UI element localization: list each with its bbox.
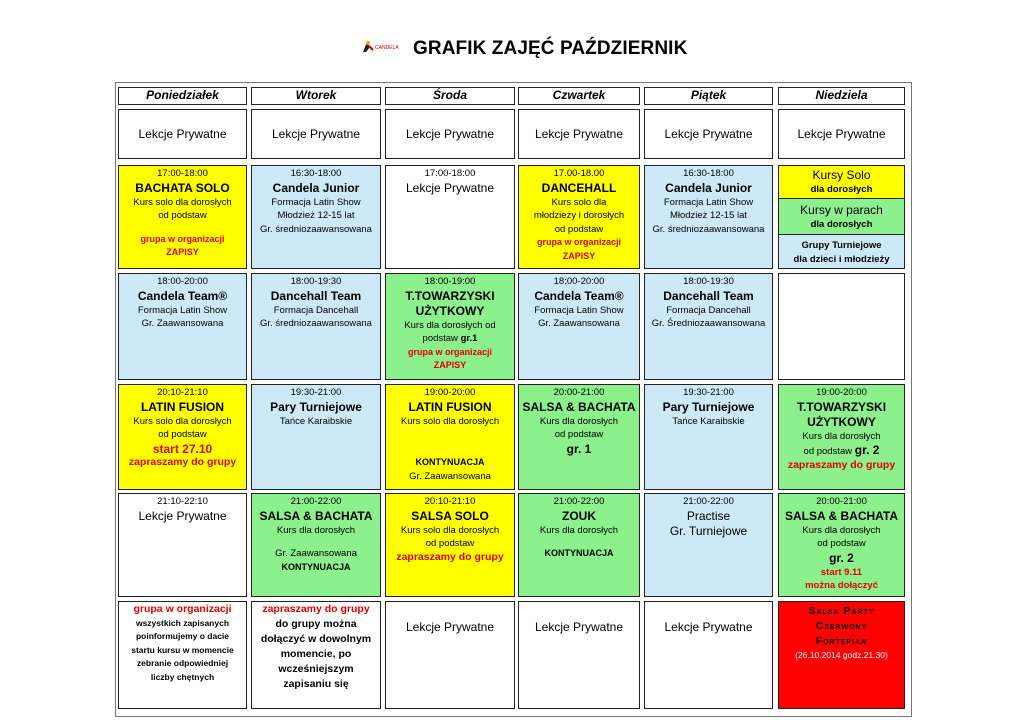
class-time: 17.00-18.00: [553, 168, 605, 179]
class-name: BACHATA SOLO: [135, 180, 230, 195]
class-desc: Formacja Latin Show: [137, 304, 228, 316]
day-header-wednesday: Środa: [385, 87, 515, 105]
class-name: UŻYTKOWY: [807, 414, 876, 429]
class-desc: Kurs solo dla: [551, 196, 607, 208]
candela-logo: [361, 40, 401, 54]
class-desc: Formacja Dancehall: [273, 304, 359, 316]
class-name: UŻYTKOWY: [415, 303, 485, 318]
event-date: (26.10.2014 godz.21.30): [795, 650, 888, 660]
class-note: grupa w organizacji: [140, 233, 225, 244]
class-name: SALSA & BACHATA: [522, 399, 636, 414]
class-note: grupa w organizacji: [536, 237, 621, 247]
class-cell-candela-junior: [251, 165, 381, 269]
course-type-sub: dla dorosłych: [810, 184, 873, 195]
class-desc: Kurs dla dorosłych od: [404, 319, 496, 331]
info-line: zapisaniu się: [283, 677, 349, 690]
class-name: Dancehall Team: [270, 288, 362, 303]
class-desc: Kurs solo dla dorosłych: [133, 196, 232, 208]
class-note: start 9.11: [820, 566, 863, 578]
class-time: 18:00-20:00: [157, 276, 208, 287]
class-name: Dancehall Team: [663, 288, 754, 303]
class-desc: Kurs solo dla dorosłych: [400, 524, 500, 536]
class-time: 19:00-20:00: [816, 387, 867, 398]
class-name: Candela Team®: [534, 288, 624, 303]
info-line: zebranie odpowiedniej: [136, 658, 229, 668]
cell-text: Lekcje Prywatne: [271, 127, 361, 141]
class-note: zapraszamy do grupy: [396, 550, 504, 563]
class-name: DANCEHALL: [541, 180, 617, 195]
class-cell-pary-turniejowe: [251, 384, 381, 490]
class-desc: Gr. Zaawansowana: [538, 318, 620, 329]
class-note: grupa w organizacji: [407, 346, 492, 357]
info-line: wszystkich zapisanych: [135, 617, 230, 628]
private-lessons-cell: [644, 109, 773, 159]
class-desc: Tańce Karaibskie: [672, 415, 745, 427]
class-time: 18:00-19:30: [290, 276, 342, 287]
class-status: KONTYNUACJA: [544, 548, 614, 558]
course-type-title: Kursy w parach: [800, 203, 883, 217]
class-name: Practise: [686, 508, 731, 523]
info-title: grupa w organizacji: [133, 603, 232, 615]
class-desc: Kurs dla dorosłych: [802, 524, 881, 536]
course-type-sub: dla dzieci i młodzieży: [793, 253, 890, 265]
class-cell-candela-team: [518, 273, 640, 380]
class-cell-towarzyski: [778, 384, 905, 490]
class-time: 20:10-21:10: [424, 496, 476, 507]
event-cell-salsa-party: [778, 601, 905, 709]
cell-text: Lekcje Prywatne: [534, 127, 624, 141]
class-desc: Formacja Latin Show: [663, 196, 754, 208]
class-name: T.TOWARZYSKI: [405, 288, 495, 303]
class-desc: Kurs dla dorosłych: [539, 415, 619, 427]
private-lessons-cell: [118, 109, 247, 159]
class-time: 21:00-22:00: [553, 496, 605, 507]
private-lessons-cell: [385, 601, 515, 709]
class-cell-practise: [644, 493, 773, 597]
class-desc: od podstaw: [158, 210, 207, 221]
info-title: zapraszamy do grupy: [262, 603, 370, 615]
info-cell-organization: [118, 601, 247, 709]
class-name: Lekcje Prywatne: [138, 508, 227, 523]
class-cell-dancehall-team: [251, 273, 381, 380]
class-note: start 27.10: [152, 441, 213, 456]
class-cell-salsa-solo: [385, 493, 515, 597]
class-time: 17:00-18:00: [157, 168, 208, 179]
info-line: liczby chętnych: [150, 671, 215, 682]
class-cell-candela-team: [118, 273, 247, 380]
course-type-sub: dla dorosłych: [810, 219, 873, 230]
class-time: 21:10-22:10: [157, 496, 208, 507]
class-desc: Gr. średniozaawansowana: [652, 223, 765, 235]
day-header-friday: Piątek: [644, 87, 773, 105]
class-cell-private: [385, 165, 515, 269]
cell-text: Lekcje Prywatne: [664, 127, 753, 141]
class-cell-dancehall-team: [644, 273, 773, 380]
class-note: ZAPISY: [433, 360, 467, 370]
class-time: 20:00-21:00: [553, 387, 605, 398]
class-time: 16:30-18:00: [683, 168, 734, 179]
info-line: wcześniejszym: [278, 662, 354, 675]
class-time: 18:00-19:00: [424, 276, 476, 287]
event-title: Salsa Party: [808, 605, 875, 617]
info-cell-join: [251, 601, 381, 709]
class-desc: od podstaw: [554, 429, 604, 440]
class-name: Lekcje Prywatne: [405, 180, 495, 195]
class-note: zapraszamy do grupy: [787, 458, 896, 471]
class-cell-salsa-bachata: [778, 493, 905, 597]
day-header-thursday: Czwartek: [518, 87, 640, 105]
class-desc: Kurs dla dorosłych: [802, 430, 881, 442]
group-number: gr. 2: [854, 443, 880, 457]
svg-text:CANDELA: CANDELA: [375, 45, 399, 51]
class-cell-salsa-bachata: [518, 384, 640, 490]
class-desc: [386, 332, 514, 346]
group-number: gr. 1: [566, 441, 592, 456]
class-desc: Kurs solo dla dorosłych: [133, 415, 232, 427]
class-name: ZOUK: [562, 508, 596, 523]
cell-text: Lekcje Prywatne: [664, 620, 753, 634]
class-cell-dancehall: [518, 165, 640, 269]
class-time: 16:30-18:00: [290, 168, 342, 179]
class-time: 20:00-21:00: [816, 496, 867, 507]
class-desc: Gr. Turniejowe: [669, 523, 748, 538]
class-time: 19:00-20:00: [424, 387, 476, 398]
cell-text: Lekcje Prywatne: [138, 127, 227, 141]
class-desc: Kurs solo dla dorosłych: [400, 415, 500, 427]
page-title: GRAFIK ZAJĘĆ PAŹDZIERNIK: [413, 38, 688, 59]
cell-text: Lekcje Prywatne: [405, 127, 495, 141]
class-desc: Młodzież 12-15 lat: [669, 210, 748, 221]
class-name: Pary Turniejowe: [662, 399, 755, 414]
class-desc: od podstaw: [817, 538, 866, 549]
class-desc: młodzieży i dorosłych: [533, 210, 625, 221]
day-header-monday: Poniedziałek: [118, 87, 247, 105]
class-desc: Młodzież 12-15 lat: [277, 210, 355, 221]
class-name: Candela Team®: [137, 288, 228, 303]
class-desc: [779, 443, 904, 459]
private-lessons-cell: [778, 109, 905, 159]
page-header: [0, 34, 1024, 68]
class-desc-text: podstaw: [422, 333, 461, 344]
class-desc: Gr. średniozaawansowana: [260, 223, 372, 235]
class-desc: Gr. Zaawansowana: [275, 548, 357, 559]
class-desc: Kurs dla dorosłych: [276, 524, 356, 536]
private-lessons-cell: [644, 601, 773, 709]
info-line: do grupy można: [275, 617, 357, 630]
class-cell-zouk: [518, 493, 640, 597]
course-type-title: Kursy Solo: [812, 168, 871, 182]
private-lessons-cell: [251, 109, 381, 159]
class-name: SALSA & BACHATA: [784, 508, 899, 523]
empty-cell: [778, 273, 905, 380]
info-line: momencie, po: [280, 647, 352, 660]
class-cell-candela-junior: [644, 165, 773, 269]
class-name: LATIN FUSION: [408, 399, 492, 414]
class-cell-pary-turniejowe: [644, 384, 773, 490]
class-time: 18:00-19:30: [683, 276, 734, 287]
class-name: Candela Junior: [665, 180, 752, 195]
class-time: 20:10-21:10: [157, 387, 208, 398]
class-desc: Tańce Karaibskie: [279, 415, 353, 427]
class-desc: od podstaw: [158, 429, 207, 440]
class-cell-private: [118, 493, 247, 597]
class-time: 19:30-21:00: [683, 387, 734, 398]
event-title: Czerwony: [815, 620, 868, 632]
course-type-solo: [779, 166, 904, 199]
class-note: ZAPISY: [166, 247, 199, 257]
class-time: 19:30-21:00: [290, 387, 342, 398]
info-line: startu kursu w momencie: [131, 644, 234, 655]
class-name: T.TOWARZYSKI: [796, 399, 887, 414]
class-desc: Formacja Dancehall: [666, 304, 751, 316]
class-desc-text: od podstaw: [803, 446, 855, 457]
class-desc: Gr. Zaawansowana: [141, 318, 224, 329]
private-lessons-cell: [518, 601, 640, 709]
info-line: dołączyć w dowolnym: [260, 632, 372, 645]
class-note: można dołączyć: [805, 580, 878, 591]
class-time: 18:00-20:00: [553, 276, 605, 287]
event-title: Fortepian: [815, 635, 868, 647]
class-desc: Gr. Zaawansowana: [409, 470, 491, 482]
class-time: 17:00-18:00: [424, 168, 476, 179]
class-cell-latin-fusion: [385, 384, 515, 490]
class-cell-towarzyski: [385, 273, 515, 380]
class-note: ZAPISY: [562, 250, 596, 261]
course-type-tournament: [779, 235, 904, 268]
day-header-tuesday: Wtorek: [251, 87, 381, 105]
class-name: SALSA & BACHATA: [259, 508, 373, 523]
course-type-title: Grupy Turniejowe: [801, 240, 882, 251]
day-header-sunday: Niedziela: [778, 87, 905, 105]
cell-text: Lekcje Prywatne: [797, 127, 886, 141]
class-status: KONTYNUACJA: [281, 561, 351, 572]
group-number: gr.1: [460, 333, 478, 344]
private-lessons-cell: [518, 109, 640, 159]
class-cell-bachata-solo: [118, 165, 247, 269]
group-number: gr. 2: [829, 550, 854, 565]
sunday-course-types: [778, 165, 905, 269]
class-name: Candela Junior: [272, 180, 360, 195]
class-desc: Formacja Latin Show: [271, 196, 361, 208]
class-desc: od podstaw: [554, 223, 604, 235]
class-cell-latin-fusion: [118, 384, 247, 490]
class-name: LATIN FUSION: [140, 399, 225, 414]
class-time: 21:00-22:00: [290, 496, 342, 507]
class-desc: Gr. średniozaawansowana: [260, 318, 372, 329]
class-desc: od podstaw: [425, 538, 475, 549]
class-status: KONTYNUACJA: [415, 457, 485, 467]
class-time: 21:00-22:00: [683, 496, 734, 507]
info-line: poinformujemy o dacie: [135, 631, 230, 641]
class-desc: Gr. Średniozaawansowana: [651, 318, 766, 329]
class-desc: Kurs dla dorosłych: [539, 524, 619, 536]
cell-text: Lekcje Prywatne: [405, 620, 495, 634]
class-name: Pary Turniejowe: [270, 399, 362, 414]
course-type-pairs: [779, 199, 904, 235]
class-cell-salsa-bachata: [251, 493, 381, 597]
private-lessons-cell: [385, 109, 515, 159]
class-note: zapraszamy do grupy: [128, 455, 237, 468]
cell-text: Lekcje Prywatne: [534, 620, 624, 634]
class-name: SALSA SOLO: [411, 508, 489, 523]
class-desc: Formacja Latin Show: [534, 304, 624, 316]
